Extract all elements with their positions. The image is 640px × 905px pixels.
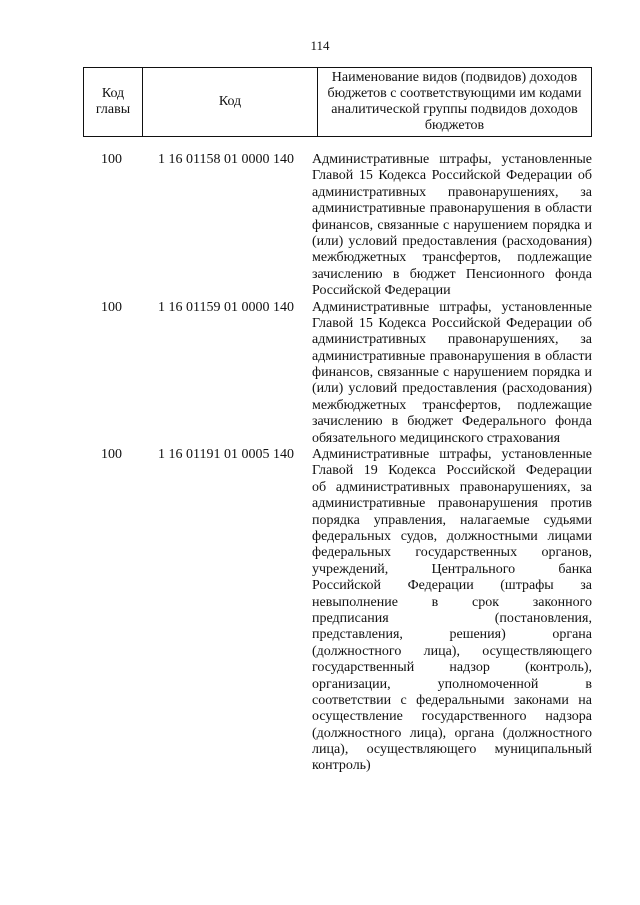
header-chapter-code: Код главы bbox=[84, 68, 143, 137]
row-name bbox=[312, 152, 592, 300]
name-line: Главой 15 Кодекса Российской Федерации об bbox=[312, 168, 592, 184]
name-line: Административные штрафы, установленные bbox=[312, 447, 592, 463]
name-line: контроль) bbox=[312, 758, 371, 774]
name-line: межбюджетных трансфертов, подлежащие bbox=[312, 397, 592, 413]
row-code: 1 16 01159 01 0000 140 bbox=[158, 299, 294, 315]
name-line: (или) условий предоставления (расходования) bbox=[312, 233, 592, 249]
name-line: финансов, связанные с нарушением порядка и bbox=[312, 365, 592, 381]
name-line: административных правонарушениях, за bbox=[312, 184, 592, 200]
name-line: государственный надзор (контроль), bbox=[312, 660, 592, 676]
row-code: 1 16 01191 01 0005 140 bbox=[158, 447, 294, 463]
name-line: осуществление государственного надзора bbox=[312, 709, 592, 725]
table-row bbox=[83, 152, 592, 300]
name-line: (должностного лица), осуществляющего bbox=[312, 643, 592, 659]
name-line: об административных правонарушениях, за bbox=[312, 479, 592, 495]
row-name bbox=[312, 300, 592, 448]
name-line: порядка управления, налагаемые судьями bbox=[312, 512, 592, 528]
name-line: соответствии с федеральными законами на bbox=[312, 692, 592, 708]
name-line: межбюджетных трансфертов, подлежащие bbox=[312, 250, 592, 266]
name-line: обязательного медицинского страхования bbox=[312, 430, 561, 446]
name-line: административных правонарушениях, за bbox=[312, 332, 592, 348]
name-line: Главой 19 Кодекса Российской Федерации bbox=[312, 463, 592, 479]
row-chapter-code: 100 bbox=[101, 299, 122, 315]
name-line: Российской Федерации (штрафы за bbox=[312, 578, 592, 594]
name-line: финансов, связанные с нарушением порядка и bbox=[312, 217, 592, 233]
name-line: (должностного лица), органа (должностного bbox=[312, 725, 592, 741]
name-line: административные правонарушения в области bbox=[312, 201, 592, 217]
row-chapter-code: 100 bbox=[101, 152, 122, 167]
name-line: учреждений, Центрального банка bbox=[312, 561, 592, 577]
row-name bbox=[312, 447, 592, 775]
page-number: 114 bbox=[310, 38, 330, 53]
name-line: организации, уполномоченной в bbox=[312, 676, 592, 692]
name-line: Административные штрафы, установленные bbox=[312, 299, 592, 315]
header-code: Код bbox=[143, 68, 318, 137]
name-line: представления, решения) органа bbox=[312, 627, 592, 643]
name-line: зачислению в бюджет Федерального фонда bbox=[312, 414, 592, 430]
name-line: федеральных государственных органов, bbox=[312, 545, 592, 561]
name-line: Российской Федерации bbox=[312, 283, 451, 299]
table-body bbox=[83, 152, 592, 775]
name-line: Главой 15 Кодекса Российской Федерации об bbox=[312, 315, 592, 331]
table-header bbox=[83, 67, 592, 137]
table-row bbox=[83, 447, 592, 775]
name-line: федеральных судов, должностными лицами bbox=[312, 528, 592, 544]
name-line: предписания (постановления, bbox=[312, 610, 592, 626]
name-line: невыполнение в срок законного bbox=[312, 594, 592, 610]
name-line: Административные штрафы, установленные bbox=[312, 152, 592, 167]
name-line: административные правонарушения против bbox=[312, 496, 592, 512]
header-name: Наименование видов (подвидов) доходов бюджетов с соответствующими им кодами аналитической группы подвидов доходов бюджетов bbox=[318, 68, 592, 137]
name-line: (или) условий предоставления (расходования) bbox=[312, 381, 592, 397]
name-line: зачислению в бюджет Пенсионного фонда bbox=[312, 266, 592, 282]
table-row bbox=[83, 300, 592, 448]
name-line: лица), осуществляющего муниципальный bbox=[312, 742, 592, 758]
name-line: административные правонарушения в области bbox=[312, 348, 592, 364]
row-code: 1 16 01158 01 0000 140 bbox=[158, 152, 294, 167]
row-chapter-code: 100 bbox=[101, 447, 122, 463]
